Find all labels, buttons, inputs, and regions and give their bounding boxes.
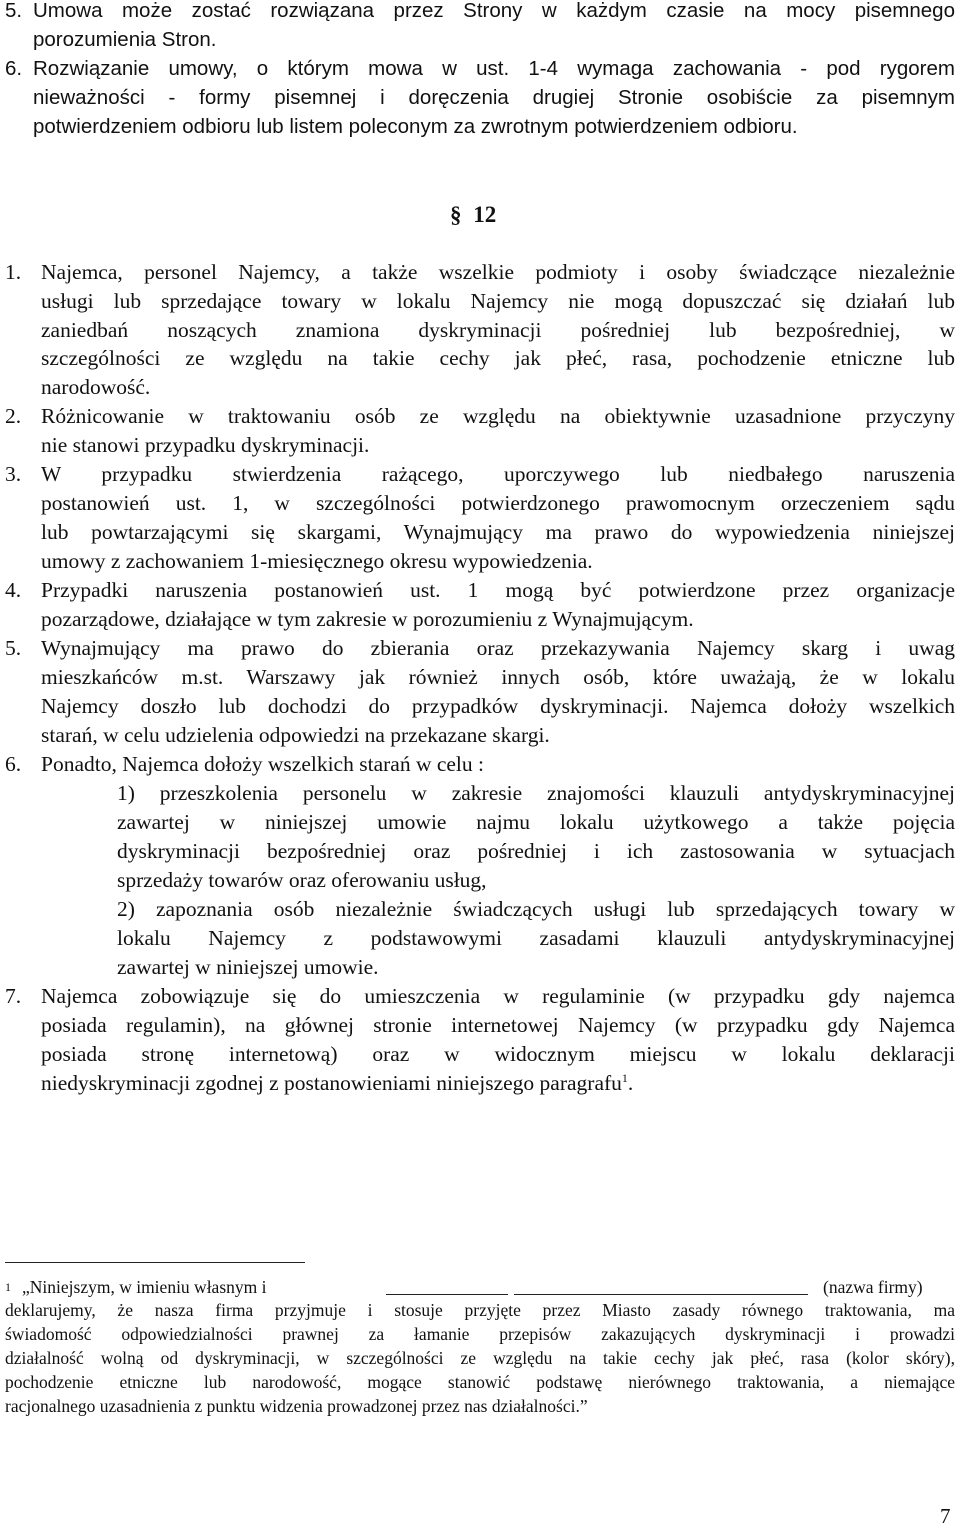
item-1-line-5: narodowość. [41, 375, 151, 399]
page-number: 7 [940, 1504, 951, 1528]
item-5b-line-3: Najemcy doszło lub dochodzi do przypadków dyskryminacji. Najemca dołoży wszelkich [41, 694, 955, 718]
item-3-line-1: W przypadku stwierdzenia rażącego, uporczywego lub niedbałego naruszenia [41, 462, 955, 486]
item-6b-line-1: Ponadto, Najemca dołoży wszelkich starań w celu : [41, 752, 484, 776]
item-5b-line-4: starań, w celu udzielenia odpowiedzi na przekazane skargi. [41, 723, 550, 747]
blank-line-long [514, 1294, 808, 1295]
subitem-1-line-2: zawartej w niniejszej umowie najmu lokalu użytkowego a także pojęcia [117, 810, 955, 834]
item-4-number: 4. [5, 578, 22, 602]
footnote-line-4: działalność wolną od dyskryminacji, w szczególności ze względu na takie cechy jak płeć, rasa (kolor skóry), [5, 1348, 955, 1368]
item-4-line-2: pozarządowe, działające w tym zakresie w porozumieniu z Wynajmującym. [41, 607, 694, 631]
item-3-line-3: lub powtarzającymi się skargami, Wynajmujący ma prawo do wypowiedzenia niniejszej [41, 520, 955, 544]
item-6-line-2: nieważności - formy pisemnej i doręczenia drugiej Stronie osobiście za pisemnym [33, 86, 955, 109]
item-3-line-4: umowy z zachowaniem 1-miesięcznego okresu wypowiedzenia. [41, 549, 593, 573]
item-5b-line-1: Wynajmujący ma prawo do zbierania oraz przekazywania Najemcy skarg i uwag [41, 636, 955, 660]
subitem-2-line-1: 2) zapoznania osób niezależnie świadczących usługi lub sprzedających towary w [117, 897, 955, 921]
item-1-number: 1. [5, 260, 22, 284]
item-4-line-1: Przypadki naruszenia postanowień ust. 1 mogą być potwierdzone przez organizacje [41, 578, 955, 602]
blank-line-short [386, 1294, 508, 1295]
section-number: 12 [473, 202, 497, 227]
item-7-number: 7. [5, 984, 22, 1008]
item-3-number: 3. [5, 462, 22, 486]
subitem-2-line-2: lokalu Najemcy z podstawowymi zasadami klauzuli antydyskryminacyjnej [117, 926, 955, 950]
footnote-reference: 1 [621, 1070, 628, 1085]
subitem-1-line-1: 1) przeszkolenia personelu w zakresie znajomości klauzuli antydyskryminacyjnej [117, 781, 955, 805]
item-7-line-4 [41, 1069, 633, 1098]
item-7-end: . [627, 1071, 634, 1095]
subitem-2-line-3: zawartej w niniejszej umowie. [117, 955, 379, 979]
footnote-line-6: racjonalnego uzasadnienia z punktu widzenia prowadzonej przez nas działalności.” [5, 1396, 588, 1416]
footnote-line-5: pochodzenie etniczne lub narodowość, mogące stanowić podstawę nierównego traktowania, a niemające [5, 1372, 955, 1392]
item-1-line-1: Najemca, personel Najemcy, a także wszelkie podmioty i osoby świadczące niezależnie [41, 260, 955, 284]
item-3-line-2: postanowień ust. 1, w szczególności potwierdzonego prawomocnym orzeczeniem sądu [41, 491, 955, 515]
item-6-line-3: potwierdzeniem odbioru lub listem poleconym za zwrotnym potwierdzeniem odbioru. [33, 115, 798, 138]
item-2-line-1: Różnicowanie w traktowaniu osób ze względu na obiektywnie uzasadnione przyczyny [41, 404, 955, 428]
footnote-separator [5, 1262, 305, 1263]
item-5-number: 5. [5, 0, 23, 22]
item-5-line-1: Umowa może zostać rozwiązana przez Strony w każdym czasie na mocy pisemnego [33, 0, 955, 22]
footnote-first-line-end: (nazwa firmy) [823, 1277, 923, 1297]
item-1-line-2: usługi lub sprzedające towary w lokalu Najemcy nie mogą dopuszczać się działań lub [41, 289, 955, 313]
section-symbol: § [450, 202, 462, 227]
item-5-line-2: porozumienia Stron. [33, 28, 217, 51]
section-heading [450, 200, 496, 229]
item-1-line-3: zaniedbań noszących znamiona dyskryminacji pośredniej lub bezpośredniej, w [41, 318, 955, 342]
item-5b-number: 5. [5, 636, 22, 660]
item-7-line-4-text: niedyskryminacji zgodnej z postanowieniami niniejszego paragrafu [41, 1071, 622, 1095]
item-7-line-1: Najemca zobowiązuje się do umieszczenia w regulaminie (w przypadku gdy najemca [41, 984, 955, 1008]
item-2-number: 2. [5, 404, 22, 428]
footnote-line-2: deklarujemy, że nasza firma przyjmuje i stosuje przyjęte przez Miasto zasady równego traktowania, ma [5, 1300, 955, 1320]
footnote-line-3: świadomość odpowiedzialności prawnej za łamanie przepisów zakazujących dyskryminacji i prowadzi [5, 1324, 955, 1344]
subitem-1-line-4: sprzedaży towarów oraz oferowaniu usług, [117, 868, 487, 892]
item-7-line-3: posiada stronę internetową) oraz w widocznym miejscu w lokalu deklaracji [41, 1042, 955, 1066]
footnote-marker: 1 [5, 1280, 11, 1294]
footnote-first-line-start: „Niniejszym, w imieniu własnym i [22, 1277, 267, 1297]
item-7-line-2: posiada regulamin), na głównej stronie internetowej Najemcy (w przypadku gdy Najemca [41, 1013, 955, 1037]
item-6-line-1: Rozwiązanie umowy, o którym mowa w ust. 1-4 wymaga zachowania - pod rygorem [33, 57, 955, 80]
item-6b-number: 6. [5, 752, 22, 776]
item-2-line-2: nie stanowi przypadku dyskryminacji. [41, 433, 370, 457]
item-1-line-4: szczególności ze względu na takie cechy jak płeć, rasa, pochodzenie etniczne lub [41, 346, 955, 370]
item-6-number: 6. [5, 57, 23, 80]
subitem-1-line-3: dyskryminacji bezpośredniej oraz pośredniej i ich zastosowania w sytuacjach [117, 839, 955, 863]
item-5b-line-2: mieszkańców m.st. Warszawy jak również innych osób, które uważają, że w lokalu [41, 665, 955, 689]
